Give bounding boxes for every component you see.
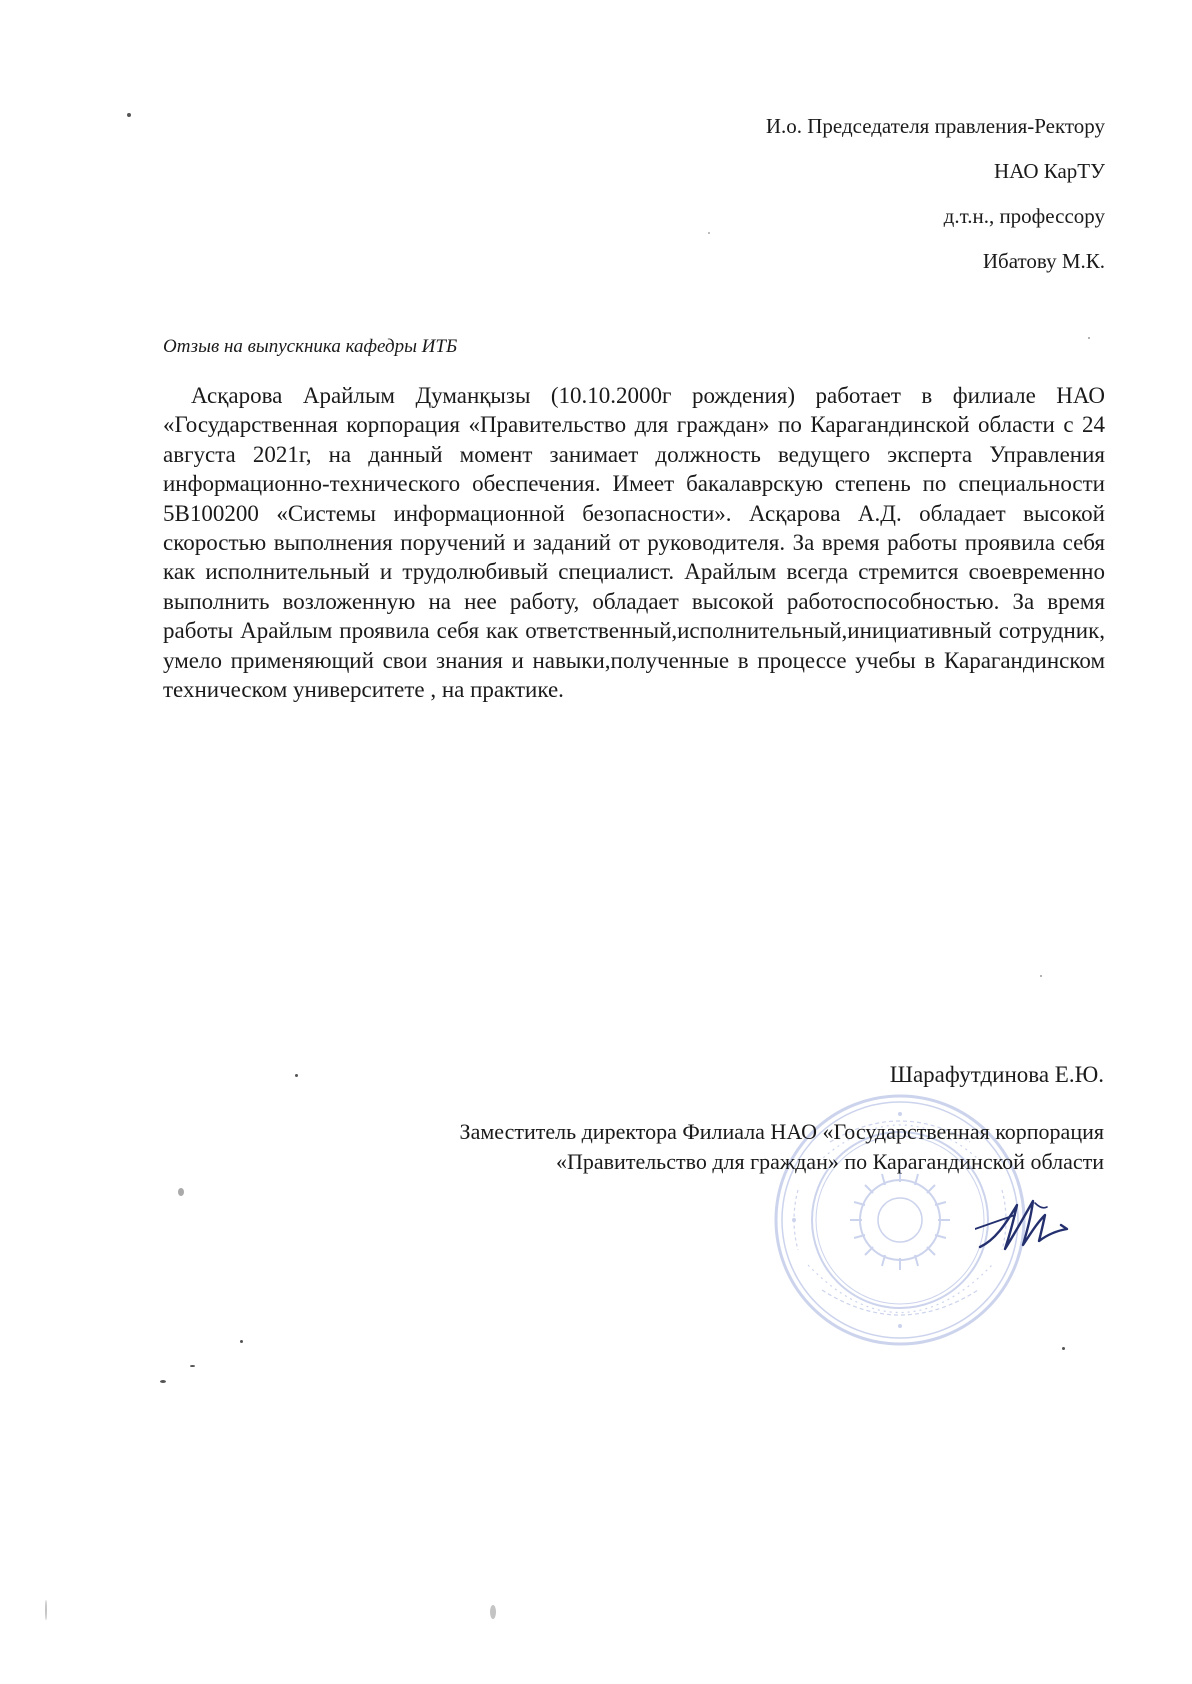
addressee-block xyxy=(766,104,1105,284)
addressee-degree: д.т.н., профессору xyxy=(943,204,1105,228)
scan-speck xyxy=(490,1605,496,1619)
signer-position xyxy=(460,1117,1104,1177)
addressee-name: Ибатову М.К. xyxy=(982,249,1105,273)
scan-speck xyxy=(45,1600,47,1620)
scan-speck xyxy=(1040,975,1042,977)
scan-speck xyxy=(295,1074,298,1077)
document-title: Отзыв на выпускника кафедры ИТБ xyxy=(163,336,458,357)
scan-speck xyxy=(708,232,710,234)
signer-position-line-2: «Правительство для граждан» по Карагандинской области xyxy=(556,1149,1104,1174)
scan-speck xyxy=(127,113,131,117)
scan-speck xyxy=(178,1188,184,1196)
scan-speck xyxy=(1088,337,1090,339)
scan-speck xyxy=(160,1380,166,1383)
signer-position-line-1: Заместитель директора Филиала НАО «Государственная корпорация xyxy=(459,1119,1104,1144)
addressee-position: И.о. Председателя правления-Ректору xyxy=(765,114,1105,138)
scan-speck xyxy=(190,1365,195,1367)
handwritten-signature-icon xyxy=(975,1185,1085,1265)
addressee-organization: НАО КарТУ xyxy=(994,159,1105,183)
signer-name: Шарафутдинова Е.Ю. xyxy=(889,1062,1104,1087)
scan-speck xyxy=(1062,1347,1065,1350)
review-body-text: Асқарова Арайлым Думанқызы (10.10.2000г рождения) работает в филиале НАО «Государственная корпорация «Правительство для граждан» по Карагандинской области с 24 августа 2021г, на данный момент занимает должность ведущего эксперта Управления информационно-технического обеспечения. Имеет бакалаврскую степень по специальности 5В100200 «Системы информационной безопасности». Асқарова А.Д. обладает высокой скоростью выполнения поручений и заданий от руководителя. За время работы проявила себя как исполнительный и трудолюбивый специалист. Арайлым всегда стремится своевременно выполнить возложенную на нее работу, обладает высокой работоспособностью. За время работы Арайлым проявила себя как ответственный,исполнительный,инициативный сотрудник, умело применяющий свои знания и навыки,полученные в процессе учебы в Карагандинском техническом университете , на практике. xyxy=(163,383,1105,703)
scan-speck xyxy=(240,1340,243,1343)
